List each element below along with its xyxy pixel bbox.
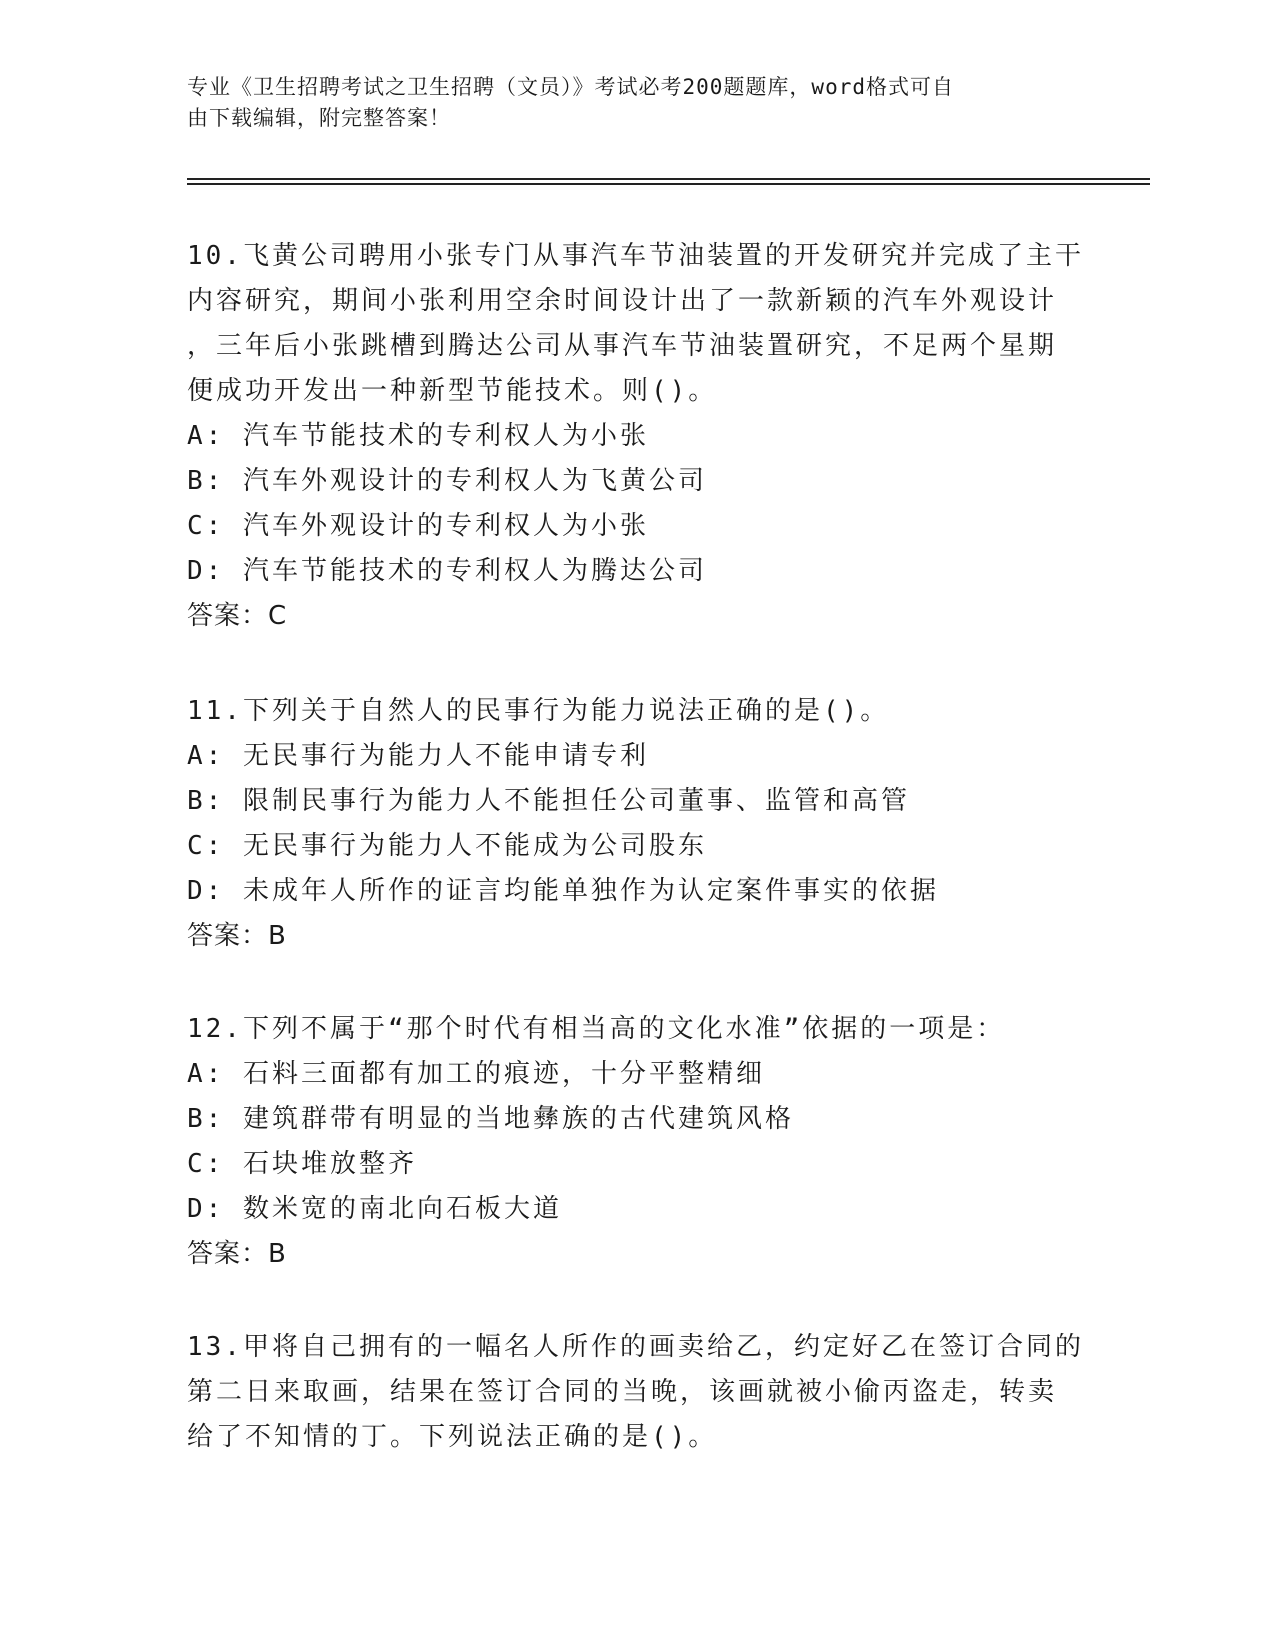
header-divider-top bbox=[187, 178, 1150, 180]
question-stem-line: 第二日来取画，结果在签订合同的当晚，该画就被小偷丙盗走，转卖 bbox=[187, 1377, 1058, 1407]
question-stem-line: 10.飞黄公司聘用小张专门从事汽车节油装置的开发研究并完成了主干 bbox=[187, 241, 1084, 271]
option-a: A: 石料三面都有加工的痕迹，十分平整精细 bbox=[187, 1059, 765, 1089]
question-stem-line: ，三年后小张跳槽到腾达公司从事汽车节油装置研究，不足两个星期 bbox=[187, 331, 1058, 361]
question-stem-line: 便成功开发出一种新型节能技术。则()。 bbox=[187, 376, 718, 406]
option-b: B: 限制民事行为能力人不能担任公司董事、监管和高管 bbox=[187, 786, 910, 816]
question-10 bbox=[187, 234, 1087, 639]
option-a: A: 无民事行为能力人不能申请专利 bbox=[187, 741, 649, 771]
question-11 bbox=[187, 689, 1087, 959]
option-c: C: 汽车外观设计的专利权人为小张 bbox=[187, 511, 649, 541]
answer-line: 答案：C bbox=[187, 601, 288, 631]
option-c: C: 无民事行为能力人不能成为公司股东 bbox=[187, 831, 707, 861]
question-stem-line: 11.下列关于自然人的民事行为能力说法正确的是()。 bbox=[187, 696, 890, 726]
option-b: B: 汽车外观设计的专利权人为飞黄公司 bbox=[187, 466, 707, 496]
question-13 bbox=[187, 1325, 1087, 1460]
header-line-1: 专业《卫生招聘考试之卫生招聘（文员）》考试必考200题题库，word格式可自 bbox=[187, 75, 954, 99]
option-d: D: 未成年人所作的证言均能单独作为认定案件事实的依据 bbox=[187, 876, 939, 906]
document-header bbox=[187, 72, 1087, 134]
header-divider-bottom bbox=[187, 183, 1150, 185]
answer-line: 答案：B bbox=[187, 921, 287, 951]
question-stem-line: 12.下列不属于“那个时代有相当高的文化水准”依据的一项是： bbox=[187, 1014, 1006, 1044]
answer-line: 答案：B bbox=[187, 1239, 287, 1269]
header-line-2: 由下载编辑，附完整答案！ bbox=[187, 106, 451, 130]
question-stem-line: 内容研究，期间小张利用空余时间设计出了一款新颖的汽车外观设计 bbox=[187, 286, 1058, 316]
option-c: C: 石块堆放整齐 bbox=[187, 1149, 417, 1179]
option-d: D: 汽车节能技术的专利权人为腾达公司 bbox=[187, 556, 707, 586]
question-stem-line: 13.甲将自己拥有的一幅名人所作的画卖给乙，约定好乙在签订合同的 bbox=[187, 1332, 1084, 1362]
option-b: B: 建筑群带有明显的当地彝族的古代建筑风格 bbox=[187, 1104, 794, 1134]
option-d: D: 数米宽的南北向石板大道 bbox=[187, 1194, 562, 1224]
option-a: A: 汽车节能技术的专利权人为小张 bbox=[187, 421, 649, 451]
question-12 bbox=[187, 1007, 1087, 1277]
question-stem-line: 给了不知情的丁。下列说法正确的是()。 bbox=[187, 1422, 718, 1452]
